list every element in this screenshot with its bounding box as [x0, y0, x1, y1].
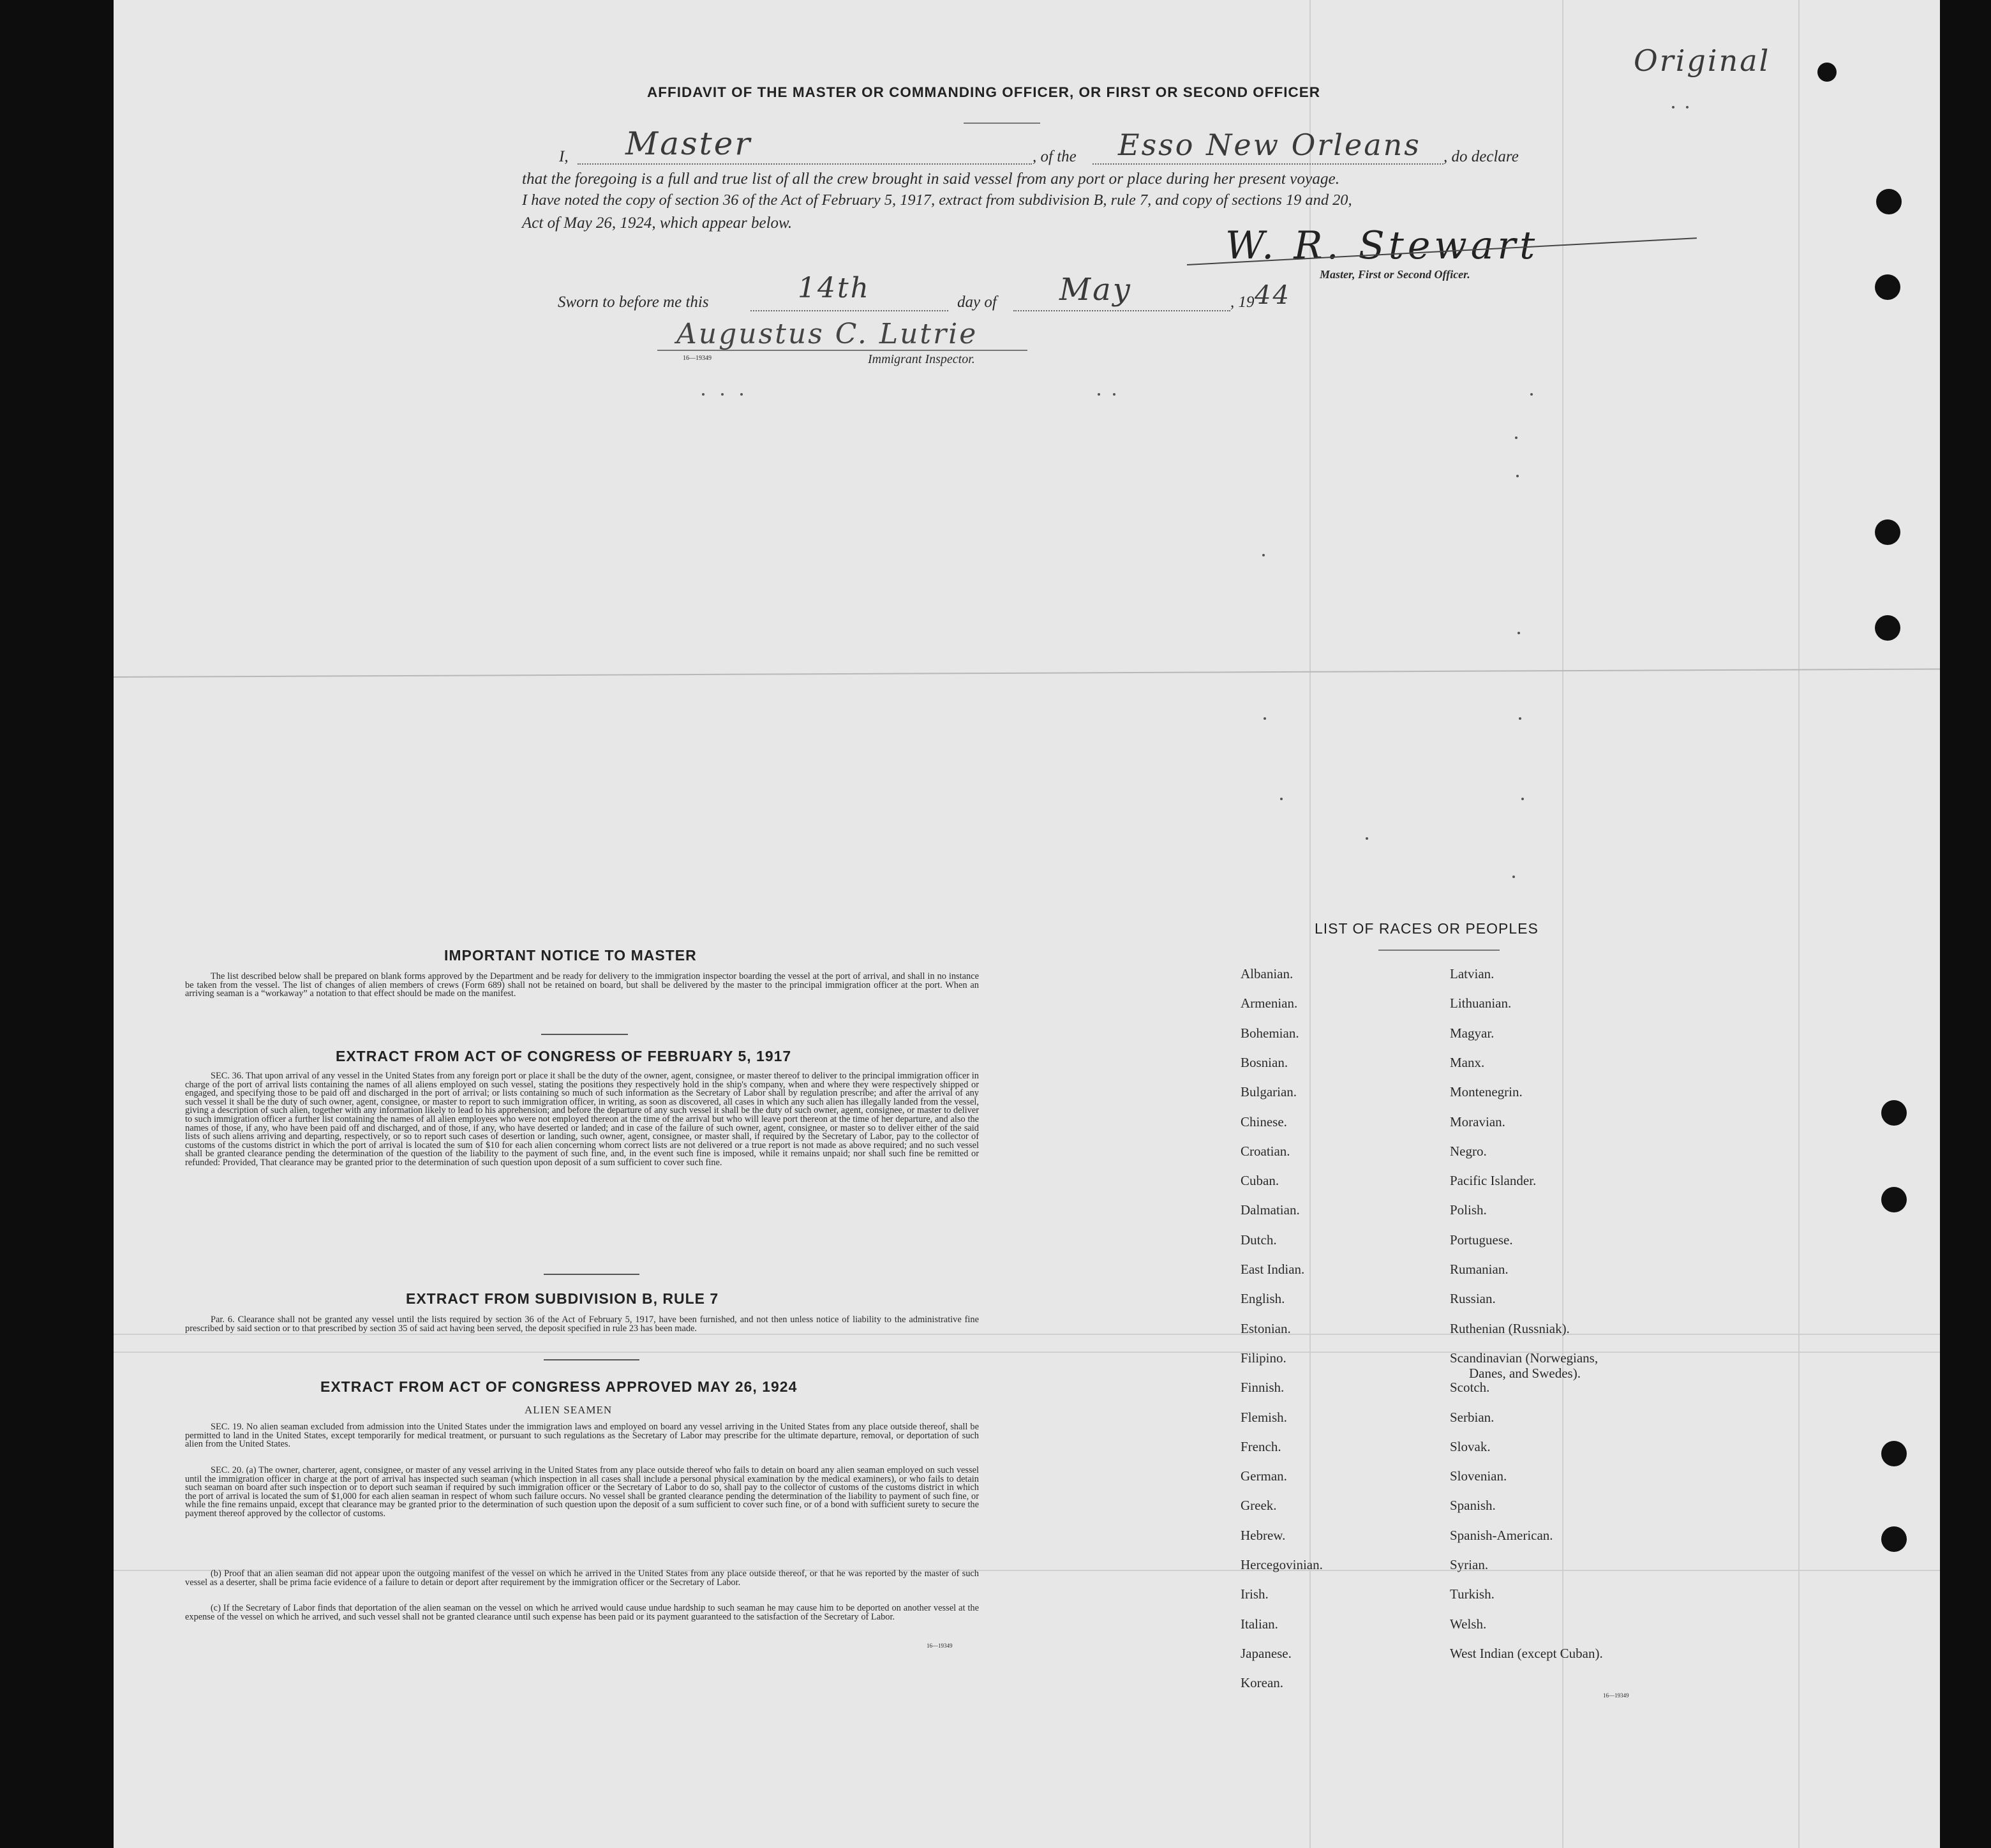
race-item: Italian. [1241, 1616, 1278, 1632]
sec20a-body: SEC. 20. (a) The owner, charterer, agent, consignee, or master of any vessel arriving in the United States from any place outside thereof who fails to detain on board any alien seaman employed on such vessel until the immigration officer in charge at the port of arrival has inspected such seaman (which inspection in all cases shall include a personal physical examination by the medical examiners), or who fails to detain such seaman on board after such inspection or to deport such seaman if required by such immigration officer or the Secretary of Labor to do so, shall pay to the collector of customs of the customs district in which the port of arrival is located the sum of $1,000 for each alien seaman in respect of whom such failure occurs. No vessel shall be granted clearance pending the determination of the liability to payment of such fine, or while the fine remains unpaid, except that clearance may be granted prior to the determination of such question upon the deposit of a sum sufficient to cover such fine, or of a bond with sufficient surety to secure the payment thereof approved by the collector of customs. [185, 1465, 979, 1519]
dot [1280, 798, 1283, 800]
dot [1515, 436, 1517, 439]
race-item: Bulgarian. [1241, 1084, 1297, 1100]
race-item: Irish. [1241, 1586, 1269, 1602]
race-item: Scotch. [1450, 1380, 1490, 1396]
race-item: Ruthenian (Russniak). [1450, 1320, 1570, 1336]
inspector-line [657, 350, 1027, 351]
divider [541, 1034, 628, 1035]
sec20b-body: (b) Proof that an alien seaman did not appear upon the outgoing manifest of the vessel on which he arrived in the United States from any place outside thereof, or that he was reported by the master of such vessel as a deserter, shall be prima facie evidence of a failure to detain or deport after requirement by the immigration officer or the Secretary of Labor. [185, 1569, 979, 1588]
race-item: Hercegovinian. [1241, 1557, 1323, 1572]
punch-hole-icon [1876, 189, 1902, 214]
dot [721, 393, 724, 396]
dot [1262, 554, 1265, 556]
race-item: Greek. [1241, 1498, 1277, 1514]
race-item: Slovak. [1450, 1438, 1491, 1454]
year-handwritten: 44 [1255, 281, 1291, 310]
year-prefix: , 19 [1230, 294, 1255, 311]
race-item: Montenegrin. [1450, 1084, 1523, 1100]
dot [1098, 393, 1100, 396]
race-item: Negro. [1450, 1143, 1487, 1159]
race-item: East Indian. [1241, 1262, 1305, 1277]
affidavit-line1-prefix: I, [559, 148, 569, 165]
affidavit-title: AFFIDAVIT OF THE MASTER OR COMMANDING OFFICER, OR FIRST OR SECOND OFFICER [647, 84, 1321, 100]
sec20c-body: (c) If the Secretary of Labor finds that deportation of the alien seaman on the vessel on which he arrived would cause undue hardship to such seaman he may cause him to be deported on another vessel at the expense of the vessel on which he arrived, and such vessel shall not be granted clearance until such expense has been paid or its payment guaranteed to the satisfaction of the Secretary of Labor. [185, 1603, 979, 1622]
dot [1517, 632, 1520, 634]
sworn-prefix: Sworn to before me this [558, 294, 709, 311]
race-item: Moravian. [1450, 1114, 1505, 1129]
affidavit-line1-mid: , of the [1033, 148, 1077, 165]
subdivision-title: EXTRACT FROM SUBDIVISION B, RULE 7 [406, 1290, 719, 1307]
affidavit-line2: that the foregoing is a full and true list of all the crew brought in said vessel from any port or place during her present voyage. [522, 170, 1340, 188]
subdivision-body: Par. 6. Clearance shall not be granted any vessel until the lists required by section 36 of the Act of February 5, 1917, have been furnished, and not then unless notice of liability to the administrative fine prescribed by said section or to that prescribed by section 35 of said act having been served, the deposit specified in rule 23 has been made. [185, 1315, 979, 1334]
extract-1924-title: EXTRACT FROM ACT OF CONGRESS APPROVED MAY 26, 1924 [320, 1378, 798, 1395]
race-item: Chinese. [1241, 1114, 1287, 1129]
punch-hole-icon [1817, 63, 1837, 82]
race-item: Pacific Islander. [1450, 1173, 1537, 1189]
master-handwritten: Master [625, 125, 752, 162]
dot [1516, 475, 1519, 477]
race-item: Scandinavian (Norwegians, [1450, 1350, 1599, 1366]
extract-1917-title: EXTRACT FROM ACT OF CONGRESS OF FEBRUARY 5, 1917 [336, 1048, 792, 1064]
month-line [1013, 310, 1230, 311]
punch-hole-icon [1881, 1187, 1907, 1212]
race-item: Russian. [1450, 1291, 1496, 1307]
race-item: Hebrew. [1241, 1527, 1286, 1543]
vessel-handwritten: Esso New Orleans [1118, 128, 1421, 162]
dot [1519, 717, 1521, 720]
race-item: Turkish. [1450, 1586, 1495, 1602]
punch-hole-icon [1881, 1526, 1907, 1552]
race-item: Filipino. [1241, 1350, 1286, 1366]
punch-hole-icon [1881, 1441, 1907, 1466]
inspector-signature: Augustus C. Lutrie [676, 318, 978, 350]
horizontal-rule [114, 1334, 1940, 1335]
race-item: Croatian. [1241, 1143, 1290, 1159]
dot [1366, 837, 1368, 840]
form-number: 16—19349 [927, 1643, 953, 1649]
affidavit-line1-suffix: , do declare [1443, 148, 1519, 165]
dot [1530, 393, 1533, 396]
dot [1686, 106, 1689, 108]
horizontal-rule [114, 1352, 1940, 1353]
extract-1917-body: SEC. 36. That upon arrival of any vessel in the United States from any foreign port or place it shall be the duty of the owner, agent, consignee, or master thereof to deliver to the principal immigration officer in charge of the port of arrival lists containing the names of all aliens employed on such vessel, stating the positions they respectively hold in the ship's company, when and where they were respectively shipped or engaged, and specifying those to be paid off and discharged in the port of arrival; or lists containing so much of such information as the Secretary of Labor shall by regulation prescribe; and after the arrival of any such vessel it shall be the duty of such owner, agent, consignee, or master to report to such immigration officer, in writing, as soon as discovered, all cases in which any such alien has illegally landed from the vessel, giving a description of such alien, together with any information likely to lead to his apprehension; and before the departure of any such vessel it shall be the duty of such owner, agent, consignee, or master to deliver to such immigration officer a further list containing the names of all alien employees who were not employed thereon at the time of the arrival but who will leave port thereon at the time of her departure, and also the names of those, if any, who have been paid off and discharged, and of those, if any, who have deserted or landed; and in case of the failure of such owner, agent, consignee, or master so to deliver either of the said lists of such aliens arriving and departing, respectively, or so to report such cases of desertion or landing, such owner, agent, consignee, or master shall, if required by the Secretary of Labor, pay to the collector of customs of the customs district in which the port of arrival is located the sum of $10 for each alien concerning whom correct lists are not delivered or a true report is not made as above required; and no such vessel shall be granted clearance pending the determination of the question of the liability to the payment of such fine, and, in the event such fine is imposed, while it remains unpaid; nor shall such fine be remitted or refunded: Provided, That clearance may be granted prior to the determination of such question upon deposit of a sum sufficient to cover such fine. [185, 1071, 979, 1168]
race-item: Cuban. [1241, 1173, 1279, 1189]
notice-title: IMPORTANT NOTICE TO MASTER [444, 947, 697, 964]
race-item: Korean. [1241, 1675, 1284, 1691]
race-item: Magyar. [1450, 1025, 1495, 1041]
race-item: Albanian. [1241, 966, 1294, 981]
dot [1512, 876, 1515, 878]
race-item: Spanish-American. [1450, 1527, 1553, 1543]
punch-hole-icon [1875, 274, 1900, 300]
day-of-label: day of [957, 294, 997, 311]
dot [1264, 717, 1266, 720]
race-item: Portuguese. [1450, 1232, 1513, 1248]
form-number: 16—19349 [683, 355, 712, 362]
margin-note-handwritten: Original [1634, 43, 1771, 78]
race-item: Armenian. [1241, 995, 1298, 1011]
race-item: Polish. [1450, 1202, 1487, 1218]
divider [964, 123, 1040, 124]
dot [702, 393, 705, 396]
race-item: Manx. [1450, 1054, 1485, 1070]
race-item: Welsh. [1450, 1616, 1487, 1632]
master-signature: W. R. Stewart [1225, 223, 1539, 268]
race-item: Slovenian. [1450, 1468, 1507, 1484]
race-item: Estonian. [1241, 1320, 1291, 1336]
sec19-body: SEC. 19. No alien seaman excluded from admission into the United States under the immigration laws and employed on board any vessel arriving in the United States from any place outside thereof, shall be permitted to land in the United States, except temporarily for medical treatment, or pursuant to such regulations as the Secretary of Labor may prescribe for the ultimate departure, removal, or deportation of such alien from the United States. [185, 1422, 979, 1450]
race-item: Bosnian. [1241, 1054, 1288, 1070]
punch-hole-icon [1875, 615, 1900, 641]
race-item: Lithuanian. [1450, 995, 1512, 1011]
horizontal-rule [114, 669, 1940, 678]
dot [740, 393, 743, 396]
month-handwritten: May [1059, 272, 1132, 308]
race-item: Japanese. [1241, 1645, 1292, 1661]
vessel-line [1092, 163, 1443, 165]
dot [1521, 798, 1524, 800]
race-item: Finnish. [1241, 1380, 1285, 1396]
race-item: Latvian. [1450, 966, 1495, 981]
race-item: Rumanian. [1450, 1262, 1509, 1277]
race-item: Dalmatian. [1241, 1202, 1300, 1218]
race-item: French. [1241, 1438, 1281, 1454]
affidavit-line3: I have noted the copy of section 36 of the Act of February 5, 1917, extract from subdivision B, rule 7, and copy of sections 19 and 20, [522, 191, 1352, 209]
divider [544, 1274, 639, 1275]
race-item: West Indian (except Cuban). [1450, 1645, 1603, 1661]
punch-hole-icon [1881, 1100, 1907, 1126]
race-item: Syrian. [1450, 1557, 1489, 1572]
race-item: Bohemian. [1241, 1025, 1299, 1041]
signature-caption: Master, First or Second Officer. [1320, 268, 1470, 281]
divider [1378, 950, 1500, 951]
punch-hole-icon [1875, 519, 1900, 545]
name-line [578, 163, 1032, 165]
race-item: Serbian. [1450, 1409, 1495, 1425]
race-item: Dutch. [1241, 1232, 1277, 1248]
race-item: English. [1241, 1291, 1285, 1307]
race-item: Flemish. [1241, 1409, 1287, 1425]
notice-body: The list described below shall be prepared on blank forms approved by the Department and be ready for delivery to the immigration inspector boarding the vessel at the port of arrival, and shall in no instance be taken from the vessel. The list of changes of alien members of crews (Form 689) shall not be retained on board, but shall be delivered by the master to the principal immigration officer at the port. When an arriving seaman is a “workaway” a notation to that effect should be made on the manifest. [185, 971, 979, 999]
races-title: LIST OF RACES OR PEOPLES [1315, 920, 1539, 937]
inspector-caption: Immigrant Inspector. [868, 352, 975, 366]
race-item: German. [1241, 1468, 1287, 1484]
divider [544, 1359, 639, 1360]
day-handwritten: 14th [798, 272, 871, 304]
day-line [750, 310, 948, 311]
dot [1113, 393, 1115, 396]
form-number: 16—19349 [1603, 1692, 1629, 1699]
race-item: Spanish. [1450, 1498, 1496, 1514]
dot [1672, 106, 1674, 108]
race-item-continuation: Danes, and Swedes). [1469, 1365, 1581, 1381]
extract-1924-subtitle: ALIEN SEAMEN [525, 1404, 613, 1416]
affidavit-line4: Act of May 26, 1924, which appear below. [522, 214, 793, 232]
